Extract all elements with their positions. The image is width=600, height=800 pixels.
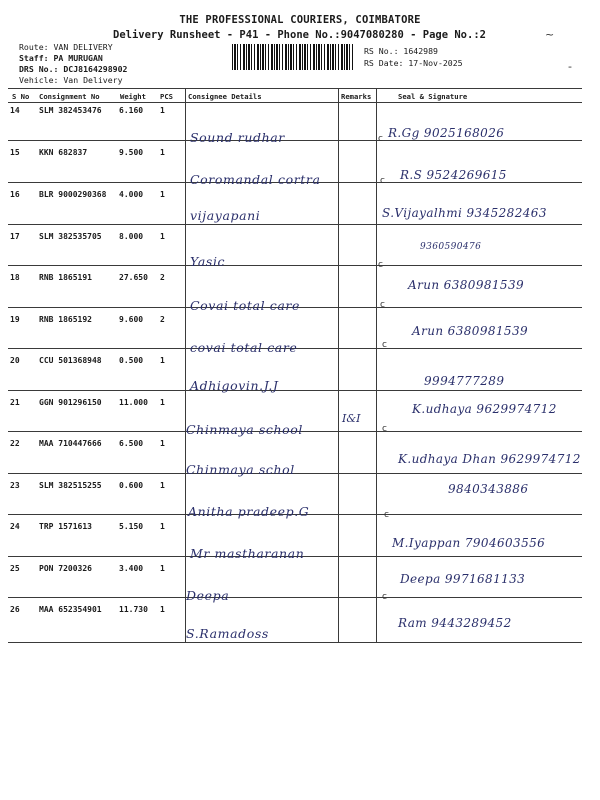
vehicle-label: Vehicle: Van Delivery: [19, 75, 123, 85]
consignee-handwriting: Yasic: [190, 254, 226, 269]
sig-mark: c: [380, 176, 385, 186]
consignee-handwriting: covai total care: [190, 340, 298, 355]
row-sno: 22: [10, 439, 20, 448]
drs-number: DRS No.: DCJ8164298902: [19, 64, 128, 74]
row-sno: 15: [10, 148, 20, 157]
sig-mark: c: [382, 592, 387, 602]
row-consignment-no: BLR 9000290368: [39, 190, 107, 199]
row-consignment-no: KKN 682837: [39, 148, 88, 157]
row-weight: 11.730: [119, 605, 148, 614]
route-label: Route: VAN DELIVERY: [19, 42, 113, 52]
row-pcs: 1: [160, 564, 165, 573]
barcode: [232, 44, 354, 70]
signature-handwriting: Ram 9443289452: [398, 616, 512, 630]
signature-handwriting: K.udhaya Dhan 9629974712: [398, 452, 581, 466]
row-sno: 21: [10, 398, 20, 407]
row-pcs: 1: [160, 398, 165, 407]
row-weight: 5.150: [119, 522, 144, 531]
signature-handwriting: Arun 6380981539: [412, 324, 529, 338]
consignee-handwriting: S.Ramadoss: [186, 626, 269, 641]
signature-handwriting: Deepa 9971681133: [400, 572, 526, 586]
row-weight: 27.650: [119, 273, 148, 282]
row-consignment-no: MAA 652354901: [39, 605, 102, 614]
signature-handwriting: R.S 9524269615: [400, 168, 507, 182]
signature-handwriting: 9360590476: [420, 242, 482, 252]
row-sno: 14: [10, 106, 20, 115]
consignee-handwriting: Coromandal cortra: [190, 172, 321, 187]
row-weight: 8.000: [119, 232, 144, 241]
consignee-handwriting: Chinmaya school: [186, 422, 303, 437]
row-weight: 9.500: [119, 148, 144, 157]
signature-handwriting: 9994777289: [424, 374, 505, 388]
pen-mark: ~: [545, 28, 555, 41]
company-title: THE PROFESSIONAL COURIERS, COIMBATORE: [179, 14, 421, 26]
table-bottom-border: [8, 642, 582, 643]
row-sno: 18: [10, 273, 20, 282]
row-sno: 19: [10, 315, 20, 324]
row-consignment-no: GGN 901296150: [39, 398, 102, 407]
row-consignment-no: TRP 1571613: [39, 522, 92, 531]
row-pcs: 2: [160, 315, 165, 324]
signature-handwriting: M.Iyappan 7904603556: [392, 536, 546, 550]
sig-mark: c: [384, 510, 389, 520]
runsheet-subtitle: Delivery Runsheet - P41 - Phone No.:9047080280 - Page No.:2: [113, 29, 486, 41]
sig-mark: c: [382, 340, 387, 350]
row-consignment-no: CCU 501368948: [39, 356, 102, 365]
row-weight: 3.400: [119, 564, 144, 573]
row-sno: 23: [10, 481, 20, 490]
row-sno: 25: [10, 564, 20, 573]
signature-handwriting: Arun 6380981539: [408, 278, 525, 292]
col-header-remarks: Remarks: [341, 92, 372, 101]
staff-label: Staff: PA MURUGAN: [19, 53, 103, 63]
signature-handwriting: S.Vijayalhmi 9345282463: [382, 206, 547, 220]
row-consignment-no: SLM 382535705: [39, 232, 102, 241]
row-consignment-no: RNB 1865192: [39, 315, 92, 324]
row-consignment-no: PON 7200326: [39, 564, 92, 573]
row-pcs: 1: [160, 605, 165, 614]
row-pcs: 1: [160, 106, 165, 115]
signature-handwriting: K.udhaya 9629974712: [412, 402, 557, 416]
sig-mark: c: [378, 134, 383, 144]
row-pcs: 1: [160, 356, 165, 365]
col-header-sno: S No: [12, 92, 30, 101]
row-weight: 11.000: [119, 398, 148, 407]
consignee-handwriting: Covai total care: [190, 298, 300, 313]
consignee-handwriting: Mr mastharanan: [190, 546, 305, 561]
row-pcs: 2: [160, 273, 165, 282]
row-consignment-no: SLM 382453476: [39, 106, 102, 115]
consignee-handwriting: vijayapani: [190, 208, 261, 223]
col-header-seal: Seal & Signature: [398, 92, 468, 101]
row-sno: 26: [10, 605, 20, 614]
row-sno: 16: [10, 190, 20, 199]
consignee-handwriting: Anitha pradeep.G: [188, 504, 310, 519]
sig-mark: c: [382, 424, 387, 434]
row-consignment-no: RNB 1865191: [39, 273, 92, 282]
table-row: [8, 224, 582, 262]
pen-mark: -: [568, 60, 572, 73]
row-weight: 0.600: [119, 481, 144, 490]
row-consignment-no: SLM 382515255: [39, 481, 102, 490]
remark-handwriting: I&I: [342, 412, 361, 425]
col-header-consignee: Consignee Details: [188, 92, 262, 101]
row-pcs: 1: [160, 481, 165, 490]
col-header-weight: Weight: [120, 92, 146, 101]
signature-handwriting: R.Gg 9025168026: [388, 126, 505, 140]
consignee-handwriting: Sound rudhar: [190, 130, 285, 145]
sig-mark: c: [378, 260, 383, 270]
consignee-handwriting: Chinmaya schol: [186, 462, 295, 477]
consignee-handwriting: Adhigovin.J.J: [190, 378, 279, 393]
row-pcs: 1: [160, 522, 165, 531]
row-weight: 0.500: [119, 356, 144, 365]
row-pcs: 1: [160, 232, 165, 241]
col-header-pcs: PCS: [160, 92, 173, 101]
row-weight: 4.000: [119, 190, 144, 199]
row-pcs: 1: [160, 439, 165, 448]
row-pcs: 1: [160, 190, 165, 199]
col-header-consignment: Consignment No: [39, 92, 100, 101]
row-sno: 24: [10, 522, 20, 531]
sig-mark: c: [380, 300, 385, 310]
row-pcs: 1: [160, 148, 165, 157]
rs-number: RS No.: 1642989: [364, 46, 438, 56]
row-weight: 6.160: [119, 106, 144, 115]
rs-date: RS Date: 17-Nov-2025: [364, 58, 463, 68]
consignee-handwriting: Deepa: [186, 588, 230, 603]
signature-handwriting: 9840343886: [448, 482, 529, 496]
row-consignment-no: MAA 710447666: [39, 439, 102, 448]
row-weight: 6.500: [119, 439, 144, 448]
table-top-border: [8, 88, 582, 89]
row-sno: 20: [10, 356, 20, 365]
row-sno: 17: [10, 232, 20, 241]
row-weight: 9.600: [119, 315, 144, 324]
